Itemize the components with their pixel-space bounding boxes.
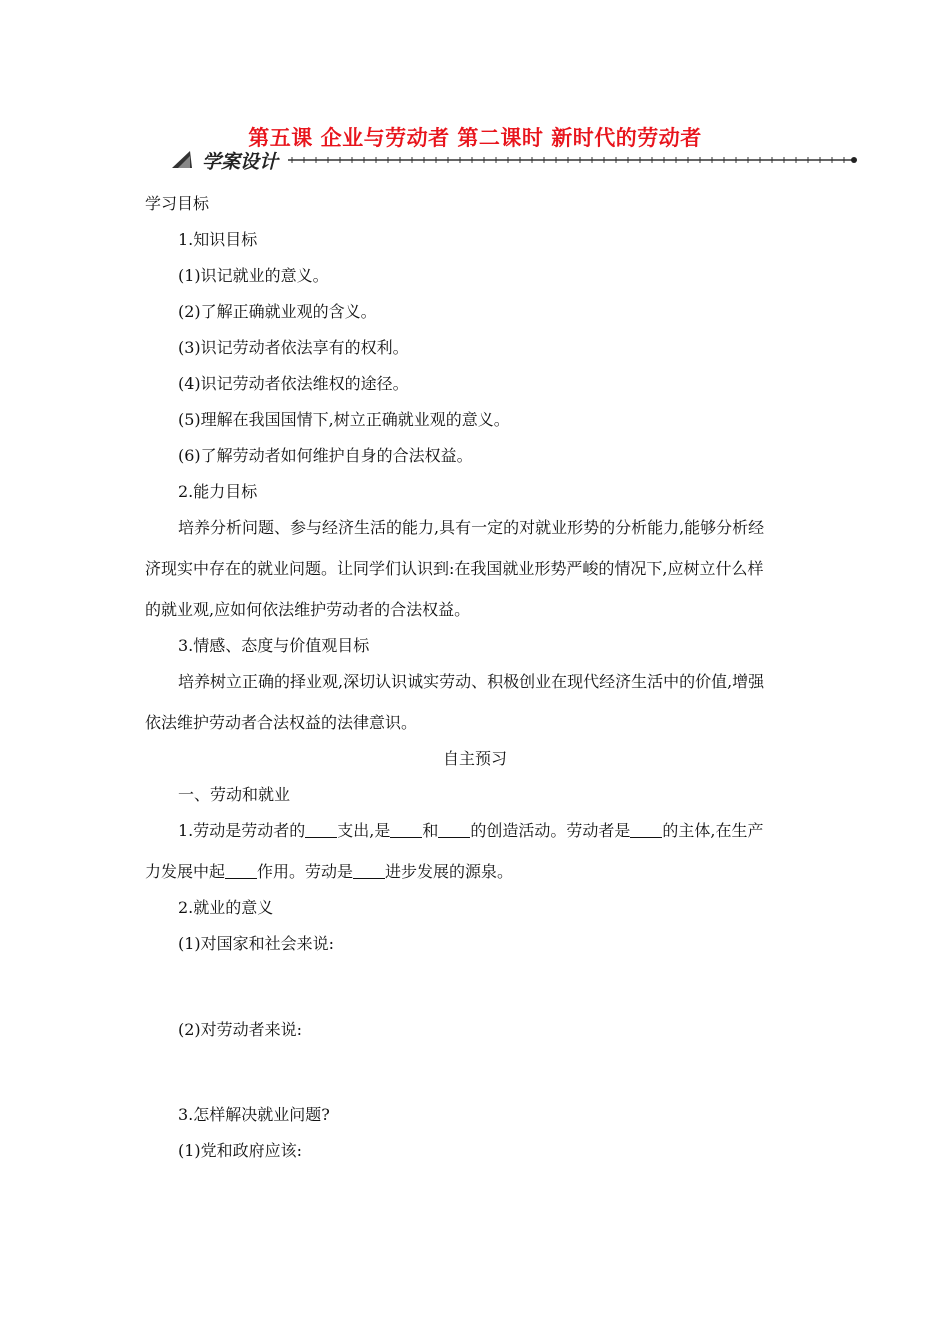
fill-blank[interactable] bbox=[225, 863, 257, 879]
fill-blank[interactable] bbox=[630, 822, 662, 838]
question-3-1: (1)党和政府应该: bbox=[178, 1141, 303, 1160]
question-text: 的主体,在生产 bbox=[662, 821, 764, 840]
question-2: 2.就业的意义 bbox=[178, 898, 274, 917]
question-1-line-1 bbox=[178, 821, 764, 841]
ability-text: 济现实中存在的就业问题。让同学们认识到:在我国就业形势严峻的情况下,应树立什么样 bbox=[145, 559, 764, 578]
objectives-heading: 学习目标 bbox=[145, 194, 210, 213]
section-heading: 一、劳动和就业 bbox=[178, 785, 291, 804]
fill-blank[interactable] bbox=[390, 822, 422, 838]
question-2-1: (1)对国家和社会来说: bbox=[178, 934, 335, 953]
question-text: 支出,是 bbox=[337, 821, 391, 840]
ability-heading: 2.能力目标 bbox=[178, 482, 258, 501]
document-title: 第五课 企业与劳动者 第二课时 新时代的劳动者 bbox=[248, 126, 702, 150]
emotion-heading: 3.情感、态度与价值观目标 bbox=[178, 636, 370, 655]
ability-text: 的就业观,应如何依法维护劳动者的合法权益。 bbox=[145, 600, 471, 619]
ability-text: 培养分析问题、参与经济生活的能力,具有一定的对就业形势的分析能力,能够分析经 bbox=[178, 518, 765, 537]
knowledge-item: (2)了解正确就业观的含义。 bbox=[178, 302, 377, 321]
question-text: 1.劳动是劳动者的 bbox=[178, 821, 306, 840]
fill-blank[interactable] bbox=[305, 822, 337, 838]
banner bbox=[170, 146, 860, 172]
fill-blank[interactable] bbox=[353, 863, 385, 879]
question-text: 的创造活动。劳动者是 bbox=[470, 821, 631, 840]
emotion-text: 依法维护劳动者合法权益的法律意识。 bbox=[145, 713, 418, 732]
knowledge-item: (1)识记就业的意义。 bbox=[178, 266, 329, 285]
knowledge-heading: 1.知识目标 bbox=[178, 230, 258, 249]
question-text: 进步发展的源泉。 bbox=[385, 862, 514, 881]
banner-label: 学案设计 bbox=[202, 151, 279, 173]
knowledge-item: (3)识记劳动者依法享有的权利。 bbox=[178, 338, 409, 357]
preview-heading: 自主预习 bbox=[442, 749, 507, 768]
question-1-line-2 bbox=[145, 862, 513, 882]
question-text: 作用。劳动是 bbox=[257, 862, 354, 881]
fill-blank[interactable] bbox=[438, 822, 470, 838]
question-text: 和 bbox=[422, 821, 439, 840]
question-text: 力发展中起 bbox=[145, 862, 226, 881]
question-2-2: (2)对劳动者来说: bbox=[178, 1020, 303, 1039]
emotion-text: 培养树立正确的择业观,深切认识诚实劳动、积极创业在现代经济生活中的价值,增强 bbox=[178, 672, 765, 691]
knowledge-item: (5)理解在我国国情下,树立正确就业观的意义。 bbox=[178, 410, 510, 429]
knowledge-item: (4)识记劳动者依法维权的途径。 bbox=[178, 374, 409, 393]
knowledge-item: (6)了解劳动者如何维护自身的合法权益。 bbox=[178, 446, 473, 465]
question-3: 3.怎样解决就业问题? bbox=[178, 1105, 330, 1124]
